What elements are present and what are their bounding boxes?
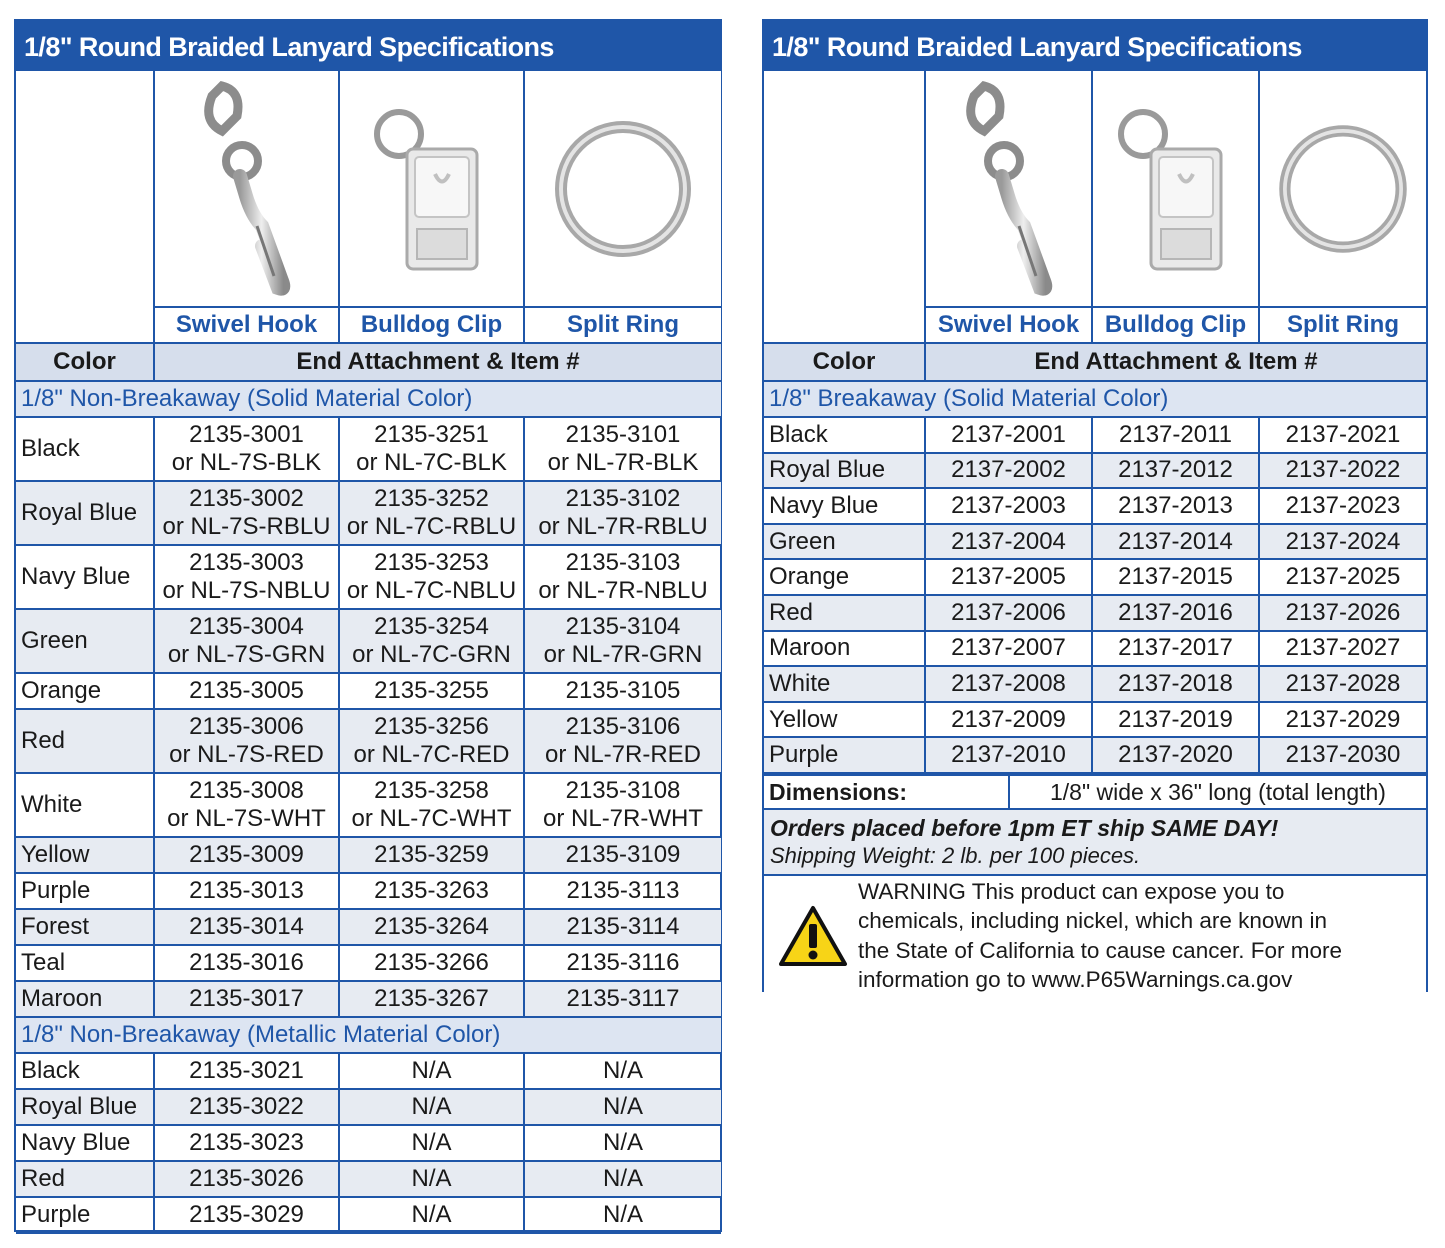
warning-line: chemicals, including nickel, which are known in: [858, 908, 1327, 934]
item-number-cell: [524, 1161, 721, 1197]
item-number-cell: [524, 417, 721, 481]
color-cell: Green: [16, 609, 154, 673]
table-row: [16, 609, 721, 673]
item-number: 2135-3116: [566, 949, 680, 976]
item-number-cell: 2137-2025: [1259, 559, 1426, 595]
color-cell: Royal Blue: [764, 453, 925, 489]
color-cell: Teal: [16, 945, 154, 981]
item-number-cell: 2137-2006: [925, 595, 1092, 631]
item-number-cell: [524, 673, 721, 709]
left-swivel-hook-image: [154, 71, 339, 307]
item-number-cell: 2137-2020: [1092, 737, 1259, 773]
item-number: 2135-3102: [565, 485, 681, 512]
item-number-cell: 2137-2030: [1259, 737, 1426, 773]
color-cell: Purple: [16, 1197, 154, 1233]
left-spec-table: [16, 71, 721, 1234]
item-number: 2135-3003: [189, 549, 304, 576]
right-spec-table: [764, 71, 1426, 774]
item-number-cell: [339, 709, 524, 773]
table-row: [16, 909, 721, 945]
item-number: 2135-3026: [189, 1165, 304, 1192]
item-number: 2135-3253: [374, 549, 489, 576]
item-number: 2135-3001: [189, 421, 304, 448]
item-number: 2135-3106: [565, 713, 681, 740]
item-number-cell: [339, 1197, 524, 1233]
bulldog-clip-icon: [1101, 89, 1251, 289]
color-cell: Red: [16, 709, 154, 773]
item-number-cell: [154, 545, 339, 609]
right-attachment-split-ring: Split Ring: [1259, 307, 1426, 343]
dimensions-label: Dimensions:: [764, 775, 1009, 809]
item-number: 2135-3109: [565, 841, 681, 868]
item-number-cell: 2137-2015: [1092, 559, 1259, 595]
alt-item-number: or NL-7R-GRN: [543, 641, 703, 668]
table-row: [16, 1197, 721, 1233]
item-number-cell: 2137-2027: [1259, 631, 1426, 667]
color-cell: Yellow: [764, 702, 925, 738]
right-footer-table: [764, 774, 1426, 996]
item-number-cell: 2137-2016: [1092, 595, 1259, 631]
item-number: 2135-3101: [565, 421, 681, 448]
table-row: [16, 1125, 721, 1161]
item-number: 2135-3114: [566, 913, 680, 940]
warning-text: [848, 877, 1342, 995]
color-cell: Navy Blue: [16, 545, 154, 609]
color-cell: Red: [764, 595, 925, 631]
item-number-cell: [524, 1125, 721, 1161]
item-number-cell: [154, 417, 339, 481]
item-number-cell: [154, 945, 339, 981]
item-number-cell: [339, 417, 524, 481]
item-number-cell: [154, 837, 339, 873]
item-number: 2135-3014: [189, 913, 304, 940]
item-number-cell: [524, 837, 721, 873]
color-cell: Purple: [764, 737, 925, 773]
table-row: [16, 773, 721, 837]
table-row: [16, 673, 721, 709]
left-header-attachment: End Attachment & Item #: [154, 343, 721, 381]
color-cell: Yellow: [16, 837, 154, 873]
swivel-hook-icon: [944, 76, 1074, 301]
item-number-cell: [524, 609, 721, 673]
alt-item-number: or NL-7R-RED: [544, 741, 702, 768]
table-row: [764, 737, 1426, 773]
item-number-cell: [524, 773, 721, 837]
bulldog-clip-icon: [357, 89, 507, 289]
table-row: [764, 559, 1426, 595]
right-attachment-bulldog-clip: Bulldog Clip: [1092, 307, 1259, 343]
item-number: 2135-3252: [374, 485, 489, 512]
item-number-cell: [524, 481, 721, 545]
left-header-color: Color: [16, 343, 154, 381]
alt-item-number: or NL-7R-NBLU: [538, 577, 708, 604]
left-attachment-swivel-hook: Swivel Hook: [154, 307, 339, 343]
table-row: [16, 1089, 721, 1125]
table-row: [764, 631, 1426, 667]
color-cell: Navy Blue: [764, 488, 925, 524]
item-number-cell: 2137-2022: [1259, 453, 1426, 489]
color-cell: Navy Blue: [16, 1125, 154, 1161]
item-number: 2135-3104: [565, 613, 681, 640]
left-split-ring-image: [524, 71, 721, 307]
right-panel-title: 1/8" Round Braided Lanyard Specifications: [764, 21, 1426, 71]
alt-item-number: or NL-7S-WHT: [167, 805, 326, 832]
item-number: 2135-3013: [189, 877, 304, 904]
item-number-cell: [339, 609, 524, 673]
item-number-cell: 2137-2028: [1259, 666, 1426, 702]
item-number-cell: 2137-2013: [1092, 488, 1259, 524]
table-row: [16, 481, 721, 545]
item-number: N/A: [411, 1201, 452, 1228]
color-cell: Purple: [16, 873, 154, 909]
item-number: 2135-3002: [189, 485, 304, 512]
left-panel-title: 1/8" Round Braided Lanyard Specifications: [16, 21, 720, 71]
item-number-cell: [524, 545, 721, 609]
table-row: [764, 524, 1426, 560]
item-number-cell: [154, 609, 339, 673]
item-number-cell: [154, 709, 339, 773]
item-number-cell: 2137-2014: [1092, 524, 1259, 560]
color-cell: White: [764, 666, 925, 702]
left-section-title: 1/8" Non-Breakaway (Solid Material Color): [16, 381, 721, 417]
table-row: [764, 666, 1426, 702]
item-number-cell: 2137-2021: [1259, 417, 1426, 453]
color-cell: Maroon: [764, 631, 925, 667]
alt-item-number: or NL-7S-GRN: [167, 641, 326, 668]
color-cell: Royal Blue: [16, 1089, 154, 1125]
item-number-cell: [154, 481, 339, 545]
item-number-cell: 2137-2010: [925, 737, 1092, 773]
item-number-cell: 2137-2004: [925, 524, 1092, 560]
item-number-cell: 2137-2005: [925, 559, 1092, 595]
right-bulldog-clip-image: [1092, 71, 1259, 307]
table-row: [764, 417, 1426, 453]
item-number-cell: [154, 1125, 339, 1161]
item-number-cell: [524, 709, 721, 773]
color-cell: Orange: [16, 673, 154, 709]
item-number: 2135-3113: [566, 877, 680, 904]
table-row: [764, 453, 1426, 489]
item-number: 2135-3255: [374, 677, 489, 704]
color-cell: Orange: [764, 559, 925, 595]
split-ring-icon: [543, 109, 703, 269]
item-number-cell: [339, 1161, 524, 1197]
item-number: 2135-3266: [374, 949, 489, 976]
item-number-cell: 2137-2019: [1092, 702, 1259, 738]
item-number: 2135-3029: [189, 1201, 304, 1228]
item-number: 2135-3022: [189, 1093, 304, 1120]
item-number-cell: [154, 1161, 339, 1197]
item-number-cell: [524, 981, 721, 1017]
item-number-cell: 2137-2018: [1092, 666, 1259, 702]
left-section-title: 1/8" Non-Breakaway (Metallic Material Color): [16, 1017, 721, 1053]
item-number-cell: [154, 1089, 339, 1125]
split-ring-icon: [1268, 114, 1418, 264]
item-number-cell: [524, 945, 721, 981]
color-cell: Maroon: [16, 981, 154, 1017]
item-number-cell: 2137-2008: [925, 666, 1092, 702]
prop65-warning: [764, 875, 1426, 996]
table-row: [16, 981, 721, 1017]
left-attachment-split-ring: Split Ring: [524, 307, 721, 343]
alt-item-number: or NL-7R-RBLU: [538, 513, 708, 540]
alt-item-number: or NL-7C-BLK: [356, 449, 507, 476]
right-blank-corner: [764, 71, 925, 343]
item-number-cell: 2137-2029: [1259, 702, 1426, 738]
right-attachment-swivel-hook: Swivel Hook: [925, 307, 1092, 343]
item-number: 2135-3005: [189, 677, 304, 704]
item-number: 2135-3117: [566, 985, 680, 1012]
item-number-cell: [524, 873, 721, 909]
item-number: 2135-3259: [374, 841, 489, 868]
item-number: N/A: [602, 1093, 643, 1120]
item-number-cell: [339, 1089, 524, 1125]
alt-item-number: or NL-7S-BLK: [171, 449, 322, 476]
item-number-cell: [154, 773, 339, 837]
item-number: 2135-3251: [374, 421, 489, 448]
swivel-hook-icon: [182, 76, 312, 301]
item-number-cell: [154, 1053, 339, 1089]
item-number: 2135-3267: [374, 985, 489, 1012]
item-number-cell: [154, 1197, 339, 1233]
item-number-cell: [524, 1197, 721, 1233]
item-number: 2135-3108: [565, 777, 681, 804]
table-row: [764, 702, 1426, 738]
item-number-cell: [524, 1053, 721, 1089]
alt-item-number: or NL-7S-RED: [169, 741, 324, 768]
alt-item-number: or NL-7S-NBLU: [162, 577, 331, 604]
color-cell: Black: [16, 1053, 154, 1089]
shipping-weight: Shipping Weight: 2 lb. per 100 pieces.: [770, 842, 1141, 868]
item-number-cell: 2137-2024: [1259, 524, 1426, 560]
item-number-cell: 2137-2003: [925, 488, 1092, 524]
item-number-cell: [524, 909, 721, 945]
item-number-cell: [339, 1125, 524, 1161]
table-row: [16, 945, 721, 981]
table-row: [16, 417, 721, 481]
item-number-cell: [339, 1053, 524, 1089]
item-number-cell: [524, 1089, 721, 1125]
warning-line: the State of California to cause cancer. For more: [858, 937, 1342, 963]
table-row: [16, 1053, 721, 1089]
table-row: [16, 837, 721, 873]
item-number: N/A: [602, 1165, 643, 1192]
item-number-cell: 2137-2026: [1259, 595, 1426, 631]
item-number-cell: [339, 545, 524, 609]
item-number: 2135-3263: [374, 877, 489, 904]
item-number-cell: 2137-2009: [925, 702, 1092, 738]
item-number-cell: [339, 837, 524, 873]
item-number-cell: [339, 773, 524, 837]
item-number-cell: 2137-2012: [1092, 453, 1259, 489]
color-cell: Forest: [16, 909, 154, 945]
right-split-ring-image: [1259, 71, 1426, 307]
color-cell: Black: [16, 417, 154, 481]
item-number-cell: 2137-2023: [1259, 488, 1426, 524]
alt-item-number: or NL-7S-RBLU: [162, 513, 331, 540]
item-number-cell: [339, 873, 524, 909]
left-blank-corner: [16, 71, 154, 343]
alt-item-number: or NL-7R-BLK: [547, 449, 699, 476]
right-header-attachment: End Attachment & Item #: [925, 343, 1426, 381]
dimensions-value: 1/8" wide x 36" long (total length): [1009, 775, 1426, 809]
warning-line: WARNING This product can expose you to: [858, 878, 1285, 904]
alt-item-number: or NL-7C-RED: [353, 741, 510, 768]
item-number: N/A: [411, 1129, 452, 1156]
item-number: 2135-3103: [565, 549, 681, 576]
left-spec-panel: [14, 19, 722, 1232]
color-cell: Royal Blue: [16, 481, 154, 545]
alt-item-number: or NL-7C-GRN: [352, 641, 511, 668]
left-attachment-bulldog-clip: Bulldog Clip: [339, 307, 524, 343]
right-header-color: Color: [764, 343, 925, 381]
item-number: 2135-3258: [374, 777, 489, 804]
table-row: [16, 873, 721, 909]
item-number: 2135-3006: [189, 713, 304, 740]
alt-item-number: or NL-7C-NBLU: [346, 577, 517, 604]
table-row: [16, 1161, 721, 1197]
alt-item-number: or NL-7C-RBLU: [346, 513, 517, 540]
alt-item-number: or NL-7R-WHT: [543, 805, 703, 832]
item-number: 2135-3016: [189, 949, 304, 976]
table-row: [16, 545, 721, 609]
item-number-cell: [339, 909, 524, 945]
item-number: N/A: [602, 1129, 643, 1156]
item-number: 2135-3008: [189, 777, 304, 804]
item-number-cell: 2137-2001: [925, 417, 1092, 453]
item-number-cell: [154, 909, 339, 945]
warning-line: information go to www.P65Warnings.ca.gov: [858, 967, 1293, 993]
item-number: 2135-3023: [189, 1129, 304, 1156]
item-number-cell: [339, 981, 524, 1017]
right-spec-panel: [762, 19, 1428, 992]
color-cell: Green: [764, 524, 925, 560]
item-number: 2135-3105: [565, 677, 681, 704]
item-number: 2135-3254: [374, 613, 489, 640]
item-number-cell: 2137-2007: [925, 631, 1092, 667]
item-number-cell: [154, 673, 339, 709]
item-number: N/A: [411, 1165, 452, 1192]
color-cell: White: [16, 773, 154, 837]
item-number: N/A: [602, 1201, 643, 1228]
item-number: N/A: [411, 1057, 452, 1084]
item-number-cell: 2137-2011: [1092, 417, 1259, 453]
item-number-cell: [339, 945, 524, 981]
table-row: [764, 488, 1426, 524]
color-cell: Red: [16, 1161, 154, 1197]
item-number: 2135-3256: [374, 713, 489, 740]
right-section-title: 1/8" Breakaway (Solid Material Color): [764, 381, 1426, 417]
right-swivel-hook-image: [925, 71, 1092, 307]
item-number: 2135-3009: [189, 841, 304, 868]
item-number: N/A: [411, 1093, 452, 1120]
same-day-notice: Orders placed before 1pm ET ship SAME DAY!: [770, 814, 1279, 841]
item-number-cell: [339, 673, 524, 709]
warning-triangle-icon: [778, 904, 848, 968]
item-number: 2135-3017: [189, 985, 304, 1012]
item-number-cell: 2137-2002: [925, 453, 1092, 489]
item-number: N/A: [602, 1057, 643, 1084]
shipping-info: [764, 809, 1426, 875]
item-number-cell: [154, 873, 339, 909]
item-number-cell: [154, 981, 339, 1017]
table-row: [764, 595, 1426, 631]
item-number-cell: [339, 481, 524, 545]
item-number: 2135-3021: [189, 1057, 304, 1084]
table-row: [16, 709, 721, 773]
color-cell: Black: [764, 417, 925, 453]
item-number: 2135-3264: [374, 913, 489, 940]
item-number: 2135-3004: [189, 613, 304, 640]
item-number-cell: 2137-2017: [1092, 631, 1259, 667]
alt-item-number: or NL-7C-WHT: [351, 805, 512, 832]
left-bulldog-clip-image: [339, 71, 524, 307]
